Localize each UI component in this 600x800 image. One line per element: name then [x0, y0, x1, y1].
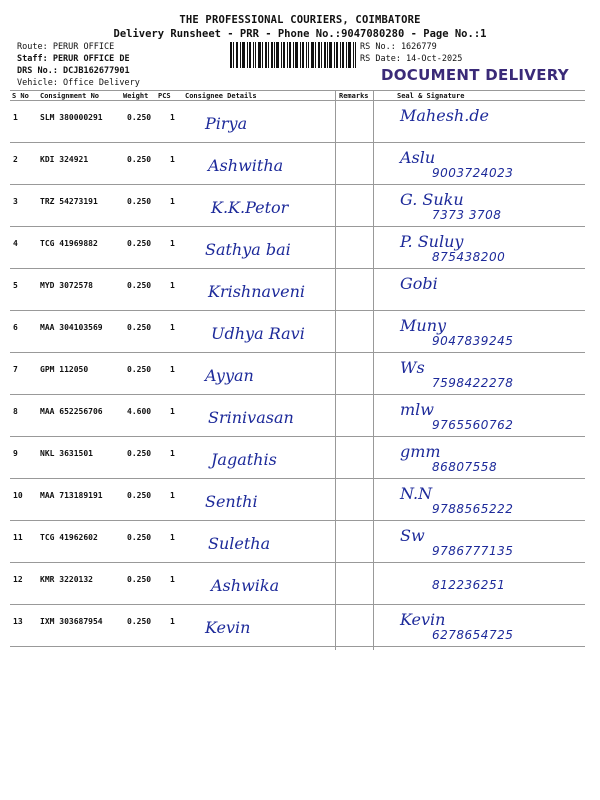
receiver-signature: P. Suluy: [400, 232, 464, 251]
receiver-signature: Sw: [400, 526, 425, 545]
table-row: [0, 100, 600, 142]
row-sno: 5: [13, 281, 18, 290]
table-row: [0, 604, 600, 646]
meta-right: [360, 41, 462, 65]
row-weight: 0.250: [127, 365, 152, 374]
row-sno: 6: [13, 323, 18, 332]
row-sno: 3: [13, 197, 18, 206]
row-consignment-no: TCG 41969882: [40, 239, 98, 248]
receiver-signature: Mahesh.de: [400, 106, 490, 125]
row-pcs: 1: [170, 155, 175, 164]
col-consignment: Consignment No: [40, 92, 100, 100]
receiver-phone: 7373 3708: [432, 208, 502, 222]
col-consignee: Consignee Details: [185, 92, 257, 100]
consignee-handwritten-name: Sathya bai: [205, 240, 291, 259]
row-consignment-no: GPM 112050: [40, 365, 89, 374]
row-consignment-no: TCG 41962602: [40, 533, 98, 542]
row-divider: [10, 646, 585, 647]
table-row: [0, 142, 600, 184]
consignee-handwritten-name: Ashwika: [211, 576, 280, 595]
row-pcs: 1: [170, 239, 175, 248]
row-sno: 11: [13, 533, 23, 542]
consignee-handwritten-name: Jagathis: [211, 450, 277, 469]
row-consignment-no: SLM 380000291: [40, 113, 103, 122]
receiver-phone: 812236251: [432, 578, 506, 592]
row-sno: 2: [13, 155, 18, 164]
row-sno: 4: [13, 239, 18, 248]
row-weight: 0.250: [127, 533, 152, 542]
company-title: THE PROFESSIONAL COURIERS, COIMBATORE: [179, 14, 421, 26]
row-pcs: 1: [170, 449, 175, 458]
consignee-handwritten-name: Udhya Ravi: [211, 324, 305, 343]
consignee-handwritten-name: Senthi: [205, 492, 258, 511]
receiver-signature: Muny: [400, 316, 447, 335]
row-pcs: 1: [170, 197, 175, 206]
rs-number: RS No.: 1626779: [360, 42, 437, 52]
receiver-phone: 7598422278: [432, 376, 514, 390]
receiver-phone: 9786777135: [432, 544, 514, 558]
table-row: [0, 478, 600, 520]
receiver-phone: 6278654725: [432, 628, 514, 642]
row-weight: 0.250: [127, 113, 152, 122]
meta-left: [17, 41, 140, 89]
row-consignment-no: MAA 713189191: [40, 491, 103, 500]
receiver-signature: Kevin: [400, 610, 446, 629]
vehicle-label: Vehicle: Office Delivery: [17, 78, 140, 88]
row-sno: 7: [13, 365, 18, 374]
col-pcs: PCS: [158, 92, 171, 100]
table-row: [0, 394, 600, 436]
row-pcs: 1: [170, 533, 175, 542]
consignee-handwritten-name: Suletha: [208, 534, 271, 553]
col-weight: Weight: [123, 92, 149, 100]
row-weight: 0.250: [127, 617, 152, 626]
row-consignment-no: MAA 652256706: [40, 407, 103, 416]
row-weight: 0.250: [127, 197, 152, 206]
rs-date: RS Date: 14-Oct-2025: [360, 54, 463, 64]
staff-label: Staff: PERUR OFFICE DE: [17, 54, 130, 64]
row-sno: 13: [13, 617, 23, 626]
receiver-signature: N.N: [400, 484, 433, 503]
runsheet-title: Delivery Runsheet - PRR - Phone No.:9047080280 - Page No.:1: [113, 28, 487, 40]
receiver-phone: 9765560762: [432, 418, 514, 432]
consignee-handwritten-name: Ayyan: [205, 366, 254, 385]
row-consignment-no: KMR 3220132: [40, 575, 93, 584]
row-weight: 0.250: [127, 323, 152, 332]
consignee-handwritten-name: Kevin: [205, 618, 251, 637]
receiver-signature: G. Suku: [400, 190, 464, 209]
receiver-phone: 9003724023: [432, 166, 514, 180]
consignee-handwritten-name: Krishnaveni: [208, 282, 306, 301]
drs-label: DRS No.: DCJB162677901: [17, 66, 130, 76]
row-consignment-no: TRZ 54273191: [40, 197, 98, 206]
receiver-phone: 9788565222: [432, 502, 514, 516]
row-consignment-no: MAA 304103569: [40, 323, 103, 332]
row-sno: 10: [13, 491, 23, 500]
col-remarks: Remarks: [339, 92, 369, 100]
row-weight: 0.250: [127, 449, 152, 458]
receiver-phone: 875438200: [432, 250, 506, 264]
row-pcs: 1: [170, 617, 175, 626]
row-weight: 4.600: [127, 407, 152, 416]
receiver-signature: Ws: [400, 358, 425, 377]
receiver-signature: Aslu: [400, 148, 436, 167]
table-row: [0, 352, 600, 394]
row-weight: 0.250: [127, 239, 152, 248]
consignee-handwritten-name: Ashwitha: [208, 156, 284, 175]
row-consignment-no: MYD 3072578: [40, 281, 93, 290]
document-delivery-stamp: DOCUMENT DELIVERY: [381, 66, 569, 84]
receiver-signature: gmm: [400, 442, 441, 461]
receiver-phone: 9047839245: [432, 334, 514, 348]
row-pcs: 1: [170, 365, 175, 374]
receiver-signature: Gobi: [400, 274, 438, 293]
table-row: [0, 184, 600, 226]
consignee-handwritten-name: Pirya: [205, 114, 248, 133]
table-row: [0, 520, 600, 562]
table-row: [0, 562, 600, 604]
consignee-handwritten-name: Srinivasan: [208, 408, 294, 427]
row-sno: 8: [13, 407, 18, 416]
row-consignment-no: IXM 303687954: [40, 617, 103, 626]
receiver-signature: mlw: [400, 400, 434, 419]
row-weight: 0.250: [127, 281, 152, 290]
row-pcs: 1: [170, 491, 175, 500]
row-pcs: 1: [170, 113, 175, 122]
row-sno: 9: [13, 449, 18, 458]
table-row: [0, 436, 600, 478]
consignee-handwritten-name: K.K.Petor: [211, 198, 289, 217]
col-sno: S No: [12, 92, 29, 100]
table-row: [0, 310, 600, 352]
row-pcs: 1: [170, 281, 175, 290]
row-pcs: 1: [170, 323, 175, 332]
table-top-rule: [10, 90, 585, 91]
row-pcs: 1: [170, 407, 175, 416]
receiver-phone: 86807558: [432, 460, 498, 474]
row-weight: 0.250: [127, 575, 152, 584]
row-weight: 0.250: [127, 155, 152, 164]
row-sno: 1: [13, 113, 18, 122]
route-label: Route: PERUR OFFICE: [17, 42, 115, 52]
barcode-image: [230, 42, 356, 68]
table-row: [0, 268, 600, 310]
row-consignment-no: NKL 3631501: [40, 449, 93, 458]
row-pcs: 1: [170, 575, 175, 584]
row-consignment-no: KDI 324921: [40, 155, 89, 164]
row-sno: 12: [13, 575, 23, 584]
table-row: [0, 226, 600, 268]
col-seal: Seal & Signature: [397, 92, 465, 100]
row-weight: 0.250: [127, 491, 152, 500]
